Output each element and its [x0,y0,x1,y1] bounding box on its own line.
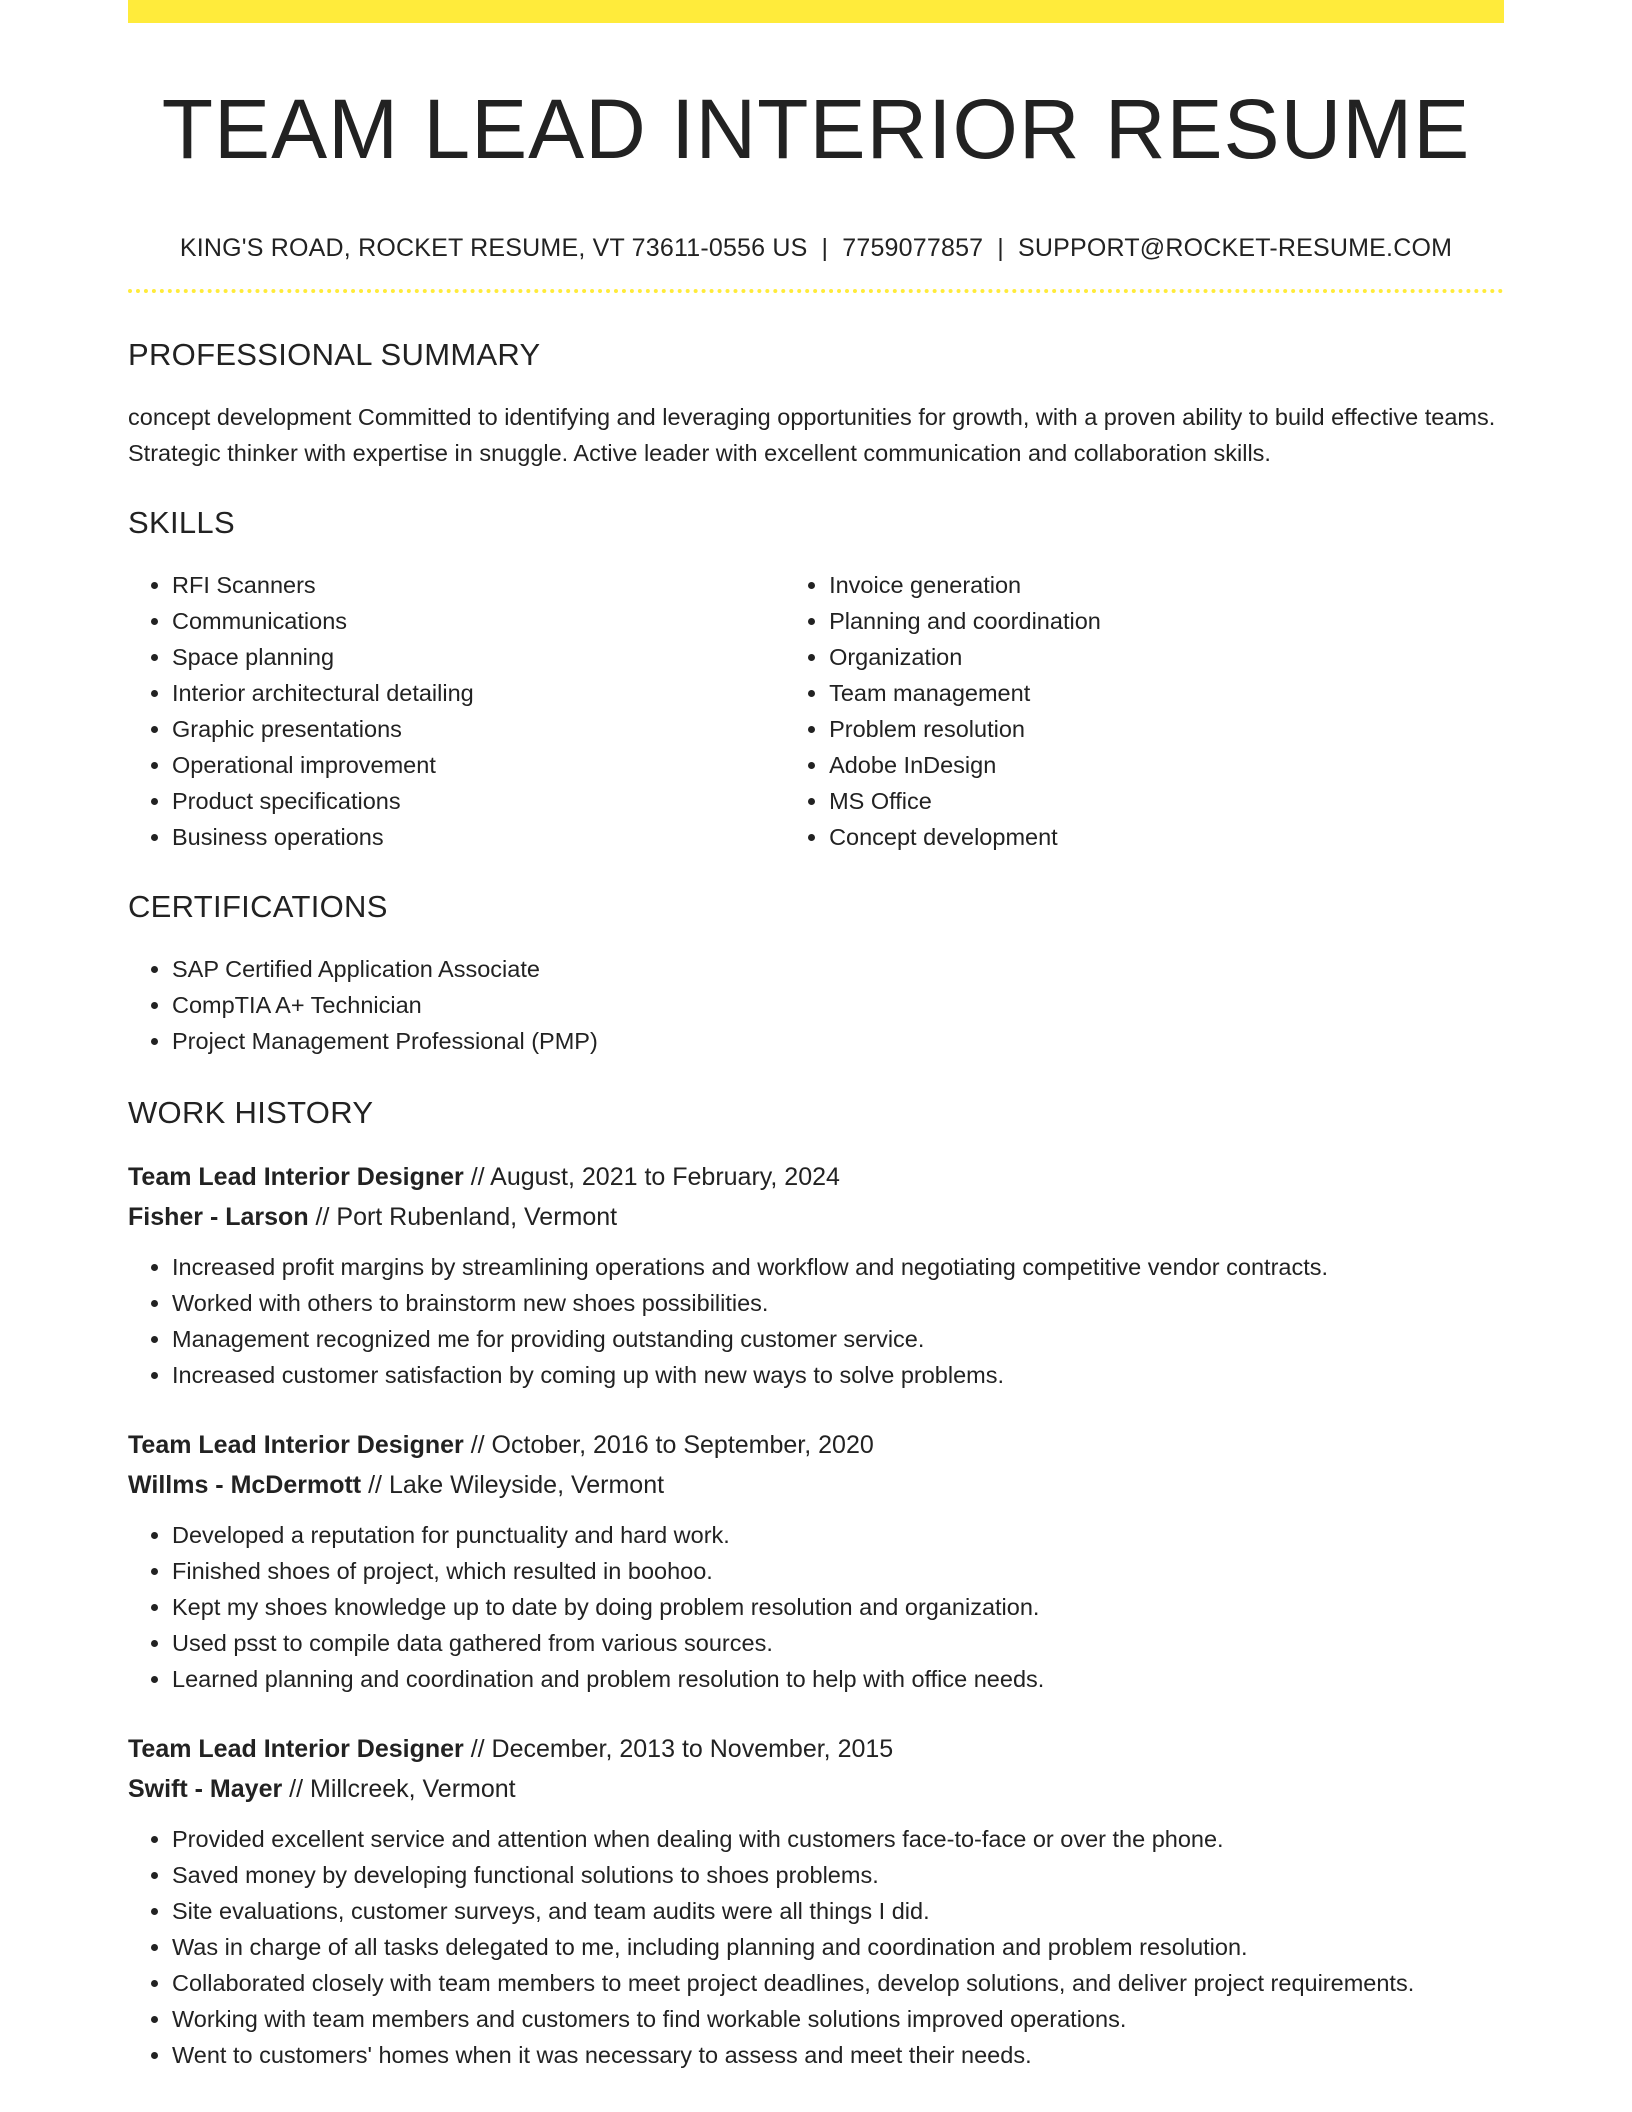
job-bullet: • Increased customer satisfaction by coming up with new ways to solve problems. [172,1357,1504,1393]
skill-item: • Communications [172,603,785,639]
work-history-section [128,1095,1504,2073]
resume-page [128,0,1504,2073]
job-bullet: • Kept my shoes knowledge up to date by doing problem resolution and organization. [172,1589,1504,1625]
skill-item: • Invoice generation [829,567,1504,603]
job-bullet: • Developed a reputation for punctuality and hard work. [172,1517,1504,1553]
job-bullet: • Worked with others to brainstorm new shoes possibilities. [172,1285,1504,1321]
skill-item: • Team management [829,675,1504,711]
job-company-line [128,1769,1504,1809]
job-bullet: • Provided excellent service and attention when dealing with customers face-to-face or over the phone. [172,1821,1504,1857]
skill-item: • Space planning [172,639,785,675]
skills-grid [128,567,1504,855]
section-heading: PROFESSIONAL SUMMARY [128,337,541,373]
job-title: Team Lead Interior Designer [128,1431,464,1460]
skill-item: • Product specifications [172,783,785,819]
resume-title: TEAM LEAD INTERIOR RESUME [161,82,1471,176]
job-entry [128,1157,1504,1393]
job-company-line [128,1465,1504,1505]
skill-item: • Interior architectural detailing [172,675,785,711]
job-divider: // [463,1431,492,1460]
summary-text: concept development Committed to identifying and leveraging opportunities for growth, with a proven ability to build effective teams. Strategic thinker with expertise in snuggle. Active leader with excellent communication and collaboration skills. [128,404,1496,467]
professional-summary-section [128,337,1504,471]
skills-list-left [128,567,785,855]
job-title-line [128,1425,1504,1465]
job-bullets [128,1517,1504,1697]
job-bullet: • Saved money by developing functional solutions to shoes problems. [172,1857,1504,1893]
contact-separator: | [821,234,829,263]
contact-email: SUPPORT@ROCKET-RESUME.COM [1018,234,1453,263]
job-title: Team Lead Interior Designer [128,1163,464,1192]
job-dates: August, 2021 to February, 2024 [490,1163,840,1192]
certifications-list [128,951,1504,1059]
job-company-line [128,1197,1504,1237]
skill-item: • Business operations [172,819,785,855]
job-divider: // [463,1735,492,1764]
job-bullet: • Went to customers' homes when it was necessary to assess and meet their needs. [172,2037,1504,2073]
job-dates: December, 2013 to November, 2015 [491,1735,894,1764]
job-title: Team Lead Interior Designer [128,1735,464,1764]
skill-item: • Concept development [829,819,1504,855]
skill-item: • Adobe InDesign [829,747,1504,783]
job-bullet: • Collaborated closely with team members to meet project deadlines, develop solutions, and deliver project requirements. [172,1965,1504,2001]
top-accent-bar [128,0,1504,23]
job-bullet: • Working with team members and customers to find workable solutions improved operations. [172,2001,1504,2037]
job-location: Port Rubenland, Vermont [336,1203,618,1232]
job-entry [128,1729,1504,2073]
skill-item: • Operational improvement [172,747,785,783]
job-company: Fisher - Larson [128,1203,309,1232]
job-bullet: • Finished shoes of project, which resulted in boohoo. [172,1553,1504,1589]
job-bullets [128,1821,1504,2073]
skill-item: • Problem resolution [829,711,1504,747]
skill-item: • MS Office [829,783,1504,819]
job-divider: // [282,1775,310,1804]
certifications-section [128,889,1504,1059]
job-divider: // [463,1163,491,1192]
contact-phone: 7759077857 [842,234,984,263]
job-location: Millcreek, Vermont [310,1775,516,1804]
job-title-line [128,1729,1504,1769]
certification-item: • SAP Certified Application Associate [172,951,1504,987]
job-title-line [128,1157,1504,1197]
dotted-divider [128,289,1504,293]
skills-list-right [785,567,1504,855]
skill-item: • Graphic presentations [172,711,785,747]
job-company: Willms - McDermott [128,1471,362,1500]
job-bullet: • Was in charge of all tasks delegated to me, including planning and coordination and problem resolution. [172,1929,1504,1965]
job-divider: // [361,1471,389,1500]
job-divider: // [308,1203,337,1232]
section-heading: WORK HISTORY [128,1095,374,1131]
contact-address: KING'S ROAD, ROCKET RESUME, VT 73611-0556 US [179,234,808,263]
jobs-container [128,1157,1504,2073]
certification-item: • Project Management Professional (PMP) [172,1023,1504,1059]
contact-separator: | [997,234,1004,263]
skill-item: • Planning and coordination [829,603,1504,639]
job-bullets [128,1249,1504,1393]
job-bullet: • Used psst to compile data gathered from various sources. [172,1625,1504,1661]
certification-item: • CompTIA A+ Technician [172,987,1504,1023]
job-bullet: • Site evaluations, customer surveys, and team audits were all things I did. [172,1893,1504,1929]
skill-item: • Organization [829,639,1504,675]
job-dates: October, 2016 to September, 2020 [491,1431,874,1460]
job-location: Lake Wileyside, Vermont [388,1471,665,1500]
skills-section [128,505,1504,855]
job-bullet: • Management recognized me for providing outstanding customer service. [172,1321,1504,1357]
job-company: Swift - Mayer [128,1775,283,1804]
section-heading: CERTIFICATIONS [128,889,388,925]
job-bullet: • Increased profit margins by streamlining operations and workflow and negotiating competitive vendor contracts. [172,1249,1504,1285]
section-heading: SKILLS [128,505,235,541]
job-bullet: • Learned planning and coordination and problem resolution to help with office needs. [172,1661,1504,1697]
job-entry [128,1425,1504,1697]
contact-line [128,234,1504,263]
skill-item: • RFI Scanners [172,567,785,603]
